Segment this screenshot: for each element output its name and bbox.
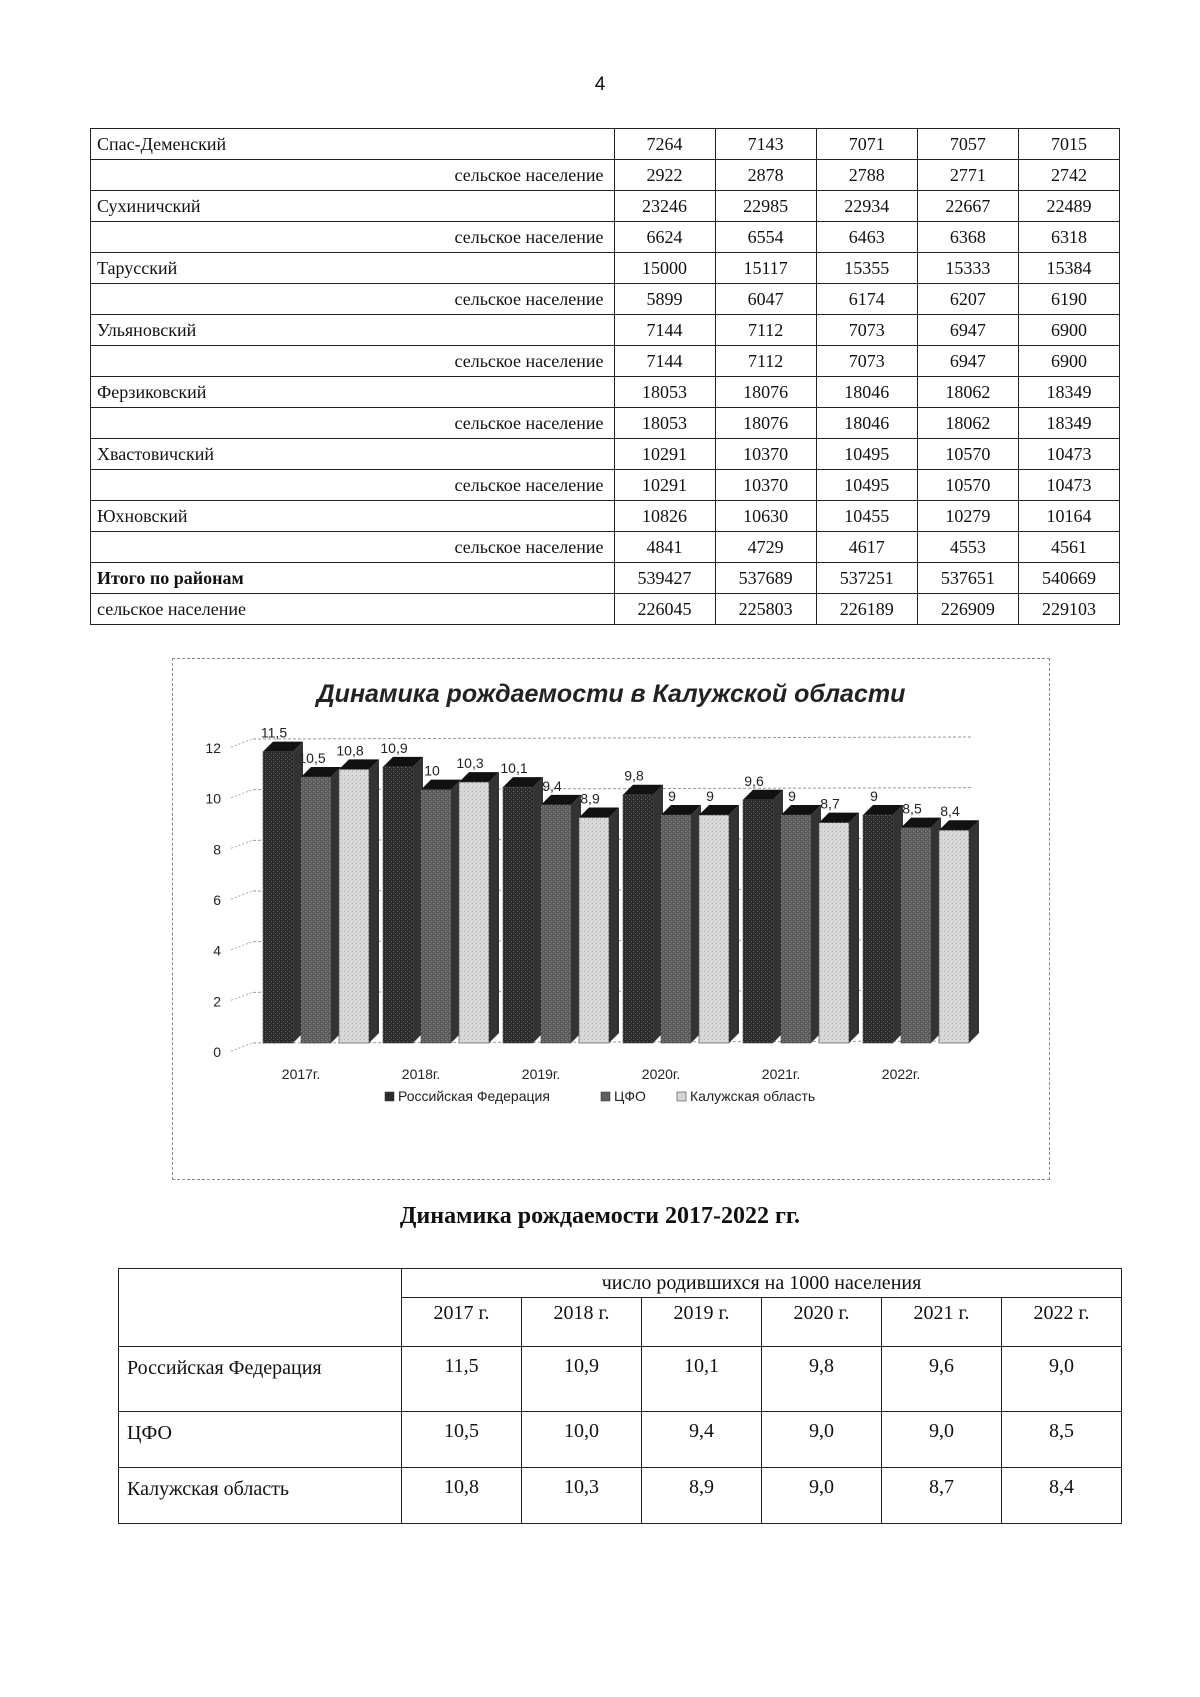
birth-rate-value: 9,0 (1002, 1347, 1122, 1412)
x-tick-label: 2017г. (281, 1066, 321, 1082)
y-tick-label: 0 (213, 1044, 221, 1060)
birth-rate-value: 10,5 (402, 1412, 522, 1468)
year-header: 2019 г. (642, 1298, 762, 1347)
population-value: 7073 (816, 346, 917, 377)
bar-texture (699, 815, 729, 1043)
population-value: 15384 (1018, 253, 1119, 284)
legend-swatch (601, 1092, 610, 1101)
population-value: 15117 (715, 253, 816, 284)
population-value: 15355 (816, 253, 917, 284)
population-value: 2771 (917, 160, 1018, 191)
bar-texture (421, 790, 451, 1043)
population-value: 5899 (614, 284, 715, 315)
x-tick-label: 2019г. (521, 1066, 561, 1082)
y-tick-label: 2 (213, 993, 221, 1010)
population-value: 22489 (1018, 191, 1119, 222)
population-value: 7264 (614, 129, 715, 160)
legend-swatch (385, 1092, 394, 1101)
bar-texture (503, 787, 533, 1043)
gridline-depth (231, 840, 253, 848)
population-row (91, 191, 1120, 222)
population-value: 225803 (715, 594, 816, 625)
population-value: 6900 (1018, 346, 1119, 377)
population-value: 7112 (715, 315, 816, 346)
year-header: 2021 г. (882, 1298, 1002, 1347)
population-value: 10291 (614, 470, 715, 501)
bar-texture (661, 815, 691, 1043)
population-row (91, 470, 1120, 501)
bar-texture (819, 823, 849, 1043)
population-row (91, 563, 1120, 594)
region-label: ЦФО (119, 1412, 402, 1468)
bar-side (729, 805, 739, 1043)
birth-rate-value: 10,9 (522, 1347, 642, 1412)
rural-population-label: сельское население (91, 222, 615, 253)
population-value: 7144 (614, 346, 715, 377)
population-value: 6947 (917, 315, 1018, 346)
population-value: 10455 (816, 501, 917, 532)
rural-population-label: сельское население (91, 346, 615, 377)
district-name: Сухиничский (91, 191, 615, 222)
population-value: 4841 (614, 532, 715, 563)
population-row (91, 315, 1120, 346)
population-value: 10570 (917, 470, 1018, 501)
x-tick-label: 2018г. (401, 1066, 441, 1082)
data-label: 9 (706, 788, 714, 804)
population-value: 6368 (917, 222, 1018, 253)
birth-rate-value: 11,5 (402, 1347, 522, 1412)
population-value: 10826 (614, 501, 715, 532)
population-value: 10164 (1018, 501, 1119, 532)
data-label: 9,6 (744, 772, 764, 789)
population-value: 10495 (816, 470, 917, 501)
birth-rate-value: 9,8 (762, 1347, 882, 1412)
population-value: 10570 (917, 439, 1018, 470)
population-value: 6947 (917, 346, 1018, 377)
bar-texture (263, 752, 293, 1043)
birth-rate-value: 8,7 (882, 1468, 1002, 1524)
data-label: 10,9 (380, 739, 408, 756)
population-row (91, 160, 1120, 191)
corner-cell (119, 1269, 402, 1347)
region-label: Калужская область (119, 1468, 402, 1524)
bar-texture (623, 795, 653, 1043)
population-value: 537251 (816, 563, 917, 594)
population-value: 229103 (1018, 594, 1119, 625)
bar-side (849, 813, 859, 1043)
birth-section-title: Динамика рождаемости 2017-2022 гг. (399, 1203, 801, 1229)
population-value: 6554 (715, 222, 816, 253)
gridline-depth (231, 992, 253, 1000)
birth-rate-chart (172, 658, 1050, 1180)
population-row (91, 253, 1120, 284)
population-value: 18062 (917, 377, 1018, 408)
birth-table-header: число родившихся на 1000 населения (402, 1269, 1122, 1298)
bar-texture (579, 818, 609, 1043)
chart-canvas (173, 659, 1049, 1179)
gridline-depth (231, 1043, 253, 1051)
district-name: сельское население (91, 594, 615, 625)
district-name: Итого по районам (91, 563, 615, 594)
data-label: 9 (788, 788, 796, 804)
district-name: Ульяновский (91, 315, 615, 346)
data-label: 11,5 (260, 724, 288, 741)
bar-side (369, 759, 379, 1043)
bar-texture (863, 815, 893, 1043)
birth-rate-table (118, 1268, 1122, 1524)
y-tick-label: 12 (205, 740, 221, 756)
data-label: 10,1 (500, 760, 528, 777)
population-value: 10291 (614, 439, 715, 470)
birth-rate-value: 10,8 (402, 1468, 522, 1524)
population-value: 226045 (614, 594, 715, 625)
population-value: 6174 (816, 284, 917, 315)
data-label: 9,8 (624, 767, 644, 784)
birth-rate-value: 9,0 (882, 1412, 1002, 1468)
population-value: 7057 (917, 129, 1018, 160)
population-value: 7112 (715, 346, 816, 377)
population-value: 2922 (614, 160, 715, 191)
district-name: Тарусский (91, 253, 615, 284)
bar-side (489, 772, 499, 1043)
y-tick-label: 6 (213, 892, 221, 908)
rural-population-label: сельское население (91, 284, 615, 315)
population-value: 2742 (1018, 160, 1119, 191)
population-value: 7073 (816, 315, 917, 346)
population-value: 537689 (715, 563, 816, 594)
bar-texture (939, 830, 969, 1043)
district-name: Спас-Деменский (91, 129, 615, 160)
birth-rate-value: 9,0 (762, 1468, 882, 1524)
population-value: 10473 (1018, 439, 1119, 470)
population-value: 226909 (917, 594, 1018, 625)
gridline-depth (231, 942, 253, 950)
birth-rate-value: 8,4 (1002, 1468, 1122, 1524)
data-label: 10 (424, 762, 440, 779)
population-value: 540669 (1018, 563, 1119, 594)
population-value: 22667 (917, 191, 1018, 222)
population-row (91, 222, 1120, 253)
bar-side (609, 808, 619, 1043)
population-value: 10370 (715, 439, 816, 470)
data-label: 8,5 (902, 800, 922, 817)
birth-rate-value: 10,3 (522, 1468, 642, 1524)
population-value: 18046 (816, 408, 917, 439)
population-row (91, 408, 1120, 439)
population-row (91, 594, 1120, 625)
population-value: 22985 (715, 191, 816, 222)
population-value: 15000 (614, 253, 715, 284)
population-value: 10279 (917, 501, 1018, 532)
year-header: 2018 г. (522, 1298, 642, 1347)
population-value: 6207 (917, 284, 1018, 315)
data-label: 8,9 (580, 790, 600, 807)
bar-side (969, 820, 979, 1043)
population-value: 7143 (715, 129, 816, 160)
population-value: 7071 (816, 129, 917, 160)
data-label: 10,3 (456, 755, 484, 772)
birth-rate-value: 9,0 (762, 1412, 882, 1468)
population-value: 4617 (816, 532, 917, 563)
data-label: 8,7 (820, 795, 840, 812)
data-label: 9 (870, 788, 878, 804)
region-label: Российская Федерация (119, 1347, 402, 1412)
population-value: 23246 (614, 191, 715, 222)
population-value: 18053 (614, 408, 715, 439)
population-value: 18053 (614, 377, 715, 408)
district-name: Юхновский (91, 501, 615, 532)
bar-texture (901, 828, 931, 1043)
data-label: 10,5 (298, 750, 326, 766)
bar-texture (383, 767, 413, 1043)
population-row (91, 346, 1120, 377)
birth-rate-value: 8,5 (1002, 1412, 1122, 1468)
population-row (91, 439, 1120, 470)
population-row (91, 377, 1120, 408)
legend-label: Российская Федерация (398, 1088, 550, 1104)
bar-texture (743, 800, 773, 1043)
population-value: 18349 (1018, 377, 1119, 408)
data-label: 10,8 (336, 742, 364, 759)
y-tick-label: 10 (205, 790, 221, 807)
population-value: 10370 (715, 470, 816, 501)
population-value: 2788 (816, 160, 917, 191)
bar-texture (339, 769, 369, 1043)
bar-texture (459, 782, 489, 1043)
y-tick-label: 8 (213, 841, 221, 858)
year-header: 2020 г. (762, 1298, 882, 1347)
legend-label: Калужская область (690, 1088, 816, 1104)
year-header: 2022 г. (1002, 1298, 1122, 1347)
gridline (253, 737, 973, 739)
population-value: 4561 (1018, 532, 1119, 563)
population-value: 18076 (715, 408, 816, 439)
population-value: 22934 (816, 191, 917, 222)
population-row (91, 129, 1120, 160)
population-value: 15333 (917, 253, 1018, 284)
population-value: 6463 (816, 222, 917, 253)
district-name: Хвастовичский (91, 439, 615, 470)
district-name: Ферзиковский (91, 377, 615, 408)
x-tick-label: 2020г. (641, 1066, 681, 1082)
population-value: 18046 (816, 377, 917, 408)
population-value: 18076 (715, 377, 816, 408)
population-value: 4553 (917, 532, 1018, 563)
population-row (91, 284, 1120, 315)
rural-population-label: сельское население (91, 532, 615, 563)
population-value: 4729 (715, 532, 816, 563)
data-label: 9,4 (542, 777, 562, 794)
data-label: 9 (668, 788, 676, 804)
x-tick-label: 2022г. (881, 1066, 921, 1082)
population-value: 539427 (614, 563, 715, 594)
x-tick-label: 2021г. (761, 1066, 801, 1082)
population-value: 6318 (1018, 222, 1119, 253)
birth-table-row (119, 1347, 1122, 1412)
legend-label: ЦФО (614, 1088, 646, 1104)
population-value: 7015 (1018, 129, 1119, 160)
population-row (91, 501, 1120, 532)
legend-swatch (677, 1092, 686, 1101)
gridline-depth (231, 739, 253, 747)
population-value: 10630 (715, 501, 816, 532)
population-value: 18062 (917, 408, 1018, 439)
gridline-depth (231, 790, 253, 798)
birth-rate-value: 8,9 (642, 1468, 762, 1524)
population-value: 6047 (715, 284, 816, 315)
birth-rate-value: 9,4 (642, 1412, 762, 1468)
year-header: 2017 г. (402, 1298, 522, 1347)
gridline-depth (231, 891, 253, 899)
population-value: 2878 (715, 160, 816, 191)
population-value: 6624 (614, 222, 715, 253)
birth-rate-value: 10,0 (522, 1412, 642, 1468)
data-label: 8,4 (940, 803, 960, 820)
population-value: 6190 (1018, 284, 1119, 315)
population-value: 6900 (1018, 315, 1119, 346)
chart-title: Динамика рождаемости в Калужской области (316, 680, 906, 708)
bar-texture (781, 815, 811, 1043)
population-value: 7144 (614, 315, 715, 346)
population-value: 226189 (816, 594, 917, 625)
birth-rate-value: 9,6 (882, 1347, 1002, 1412)
birth-table-row (119, 1412, 1122, 1468)
population-table (90, 128, 1120, 625)
population-value: 10495 (816, 439, 917, 470)
population-value: 537651 (917, 563, 1018, 594)
bar-texture (301, 777, 331, 1043)
y-tick-label: 4 (213, 942, 221, 959)
population-row (91, 532, 1120, 563)
population-value: 18349 (1018, 408, 1119, 439)
population-value: 10473 (1018, 470, 1119, 501)
rural-population-label: сельское население (91, 408, 615, 439)
rural-population-label: сельское население (91, 160, 615, 191)
bar-texture (541, 805, 571, 1043)
birth-table-row (119, 1468, 1122, 1524)
rural-population-label: сельское население (91, 470, 615, 501)
birth-rate-value: 10,1 (642, 1347, 762, 1412)
page-number: 4 (594, 74, 606, 95)
